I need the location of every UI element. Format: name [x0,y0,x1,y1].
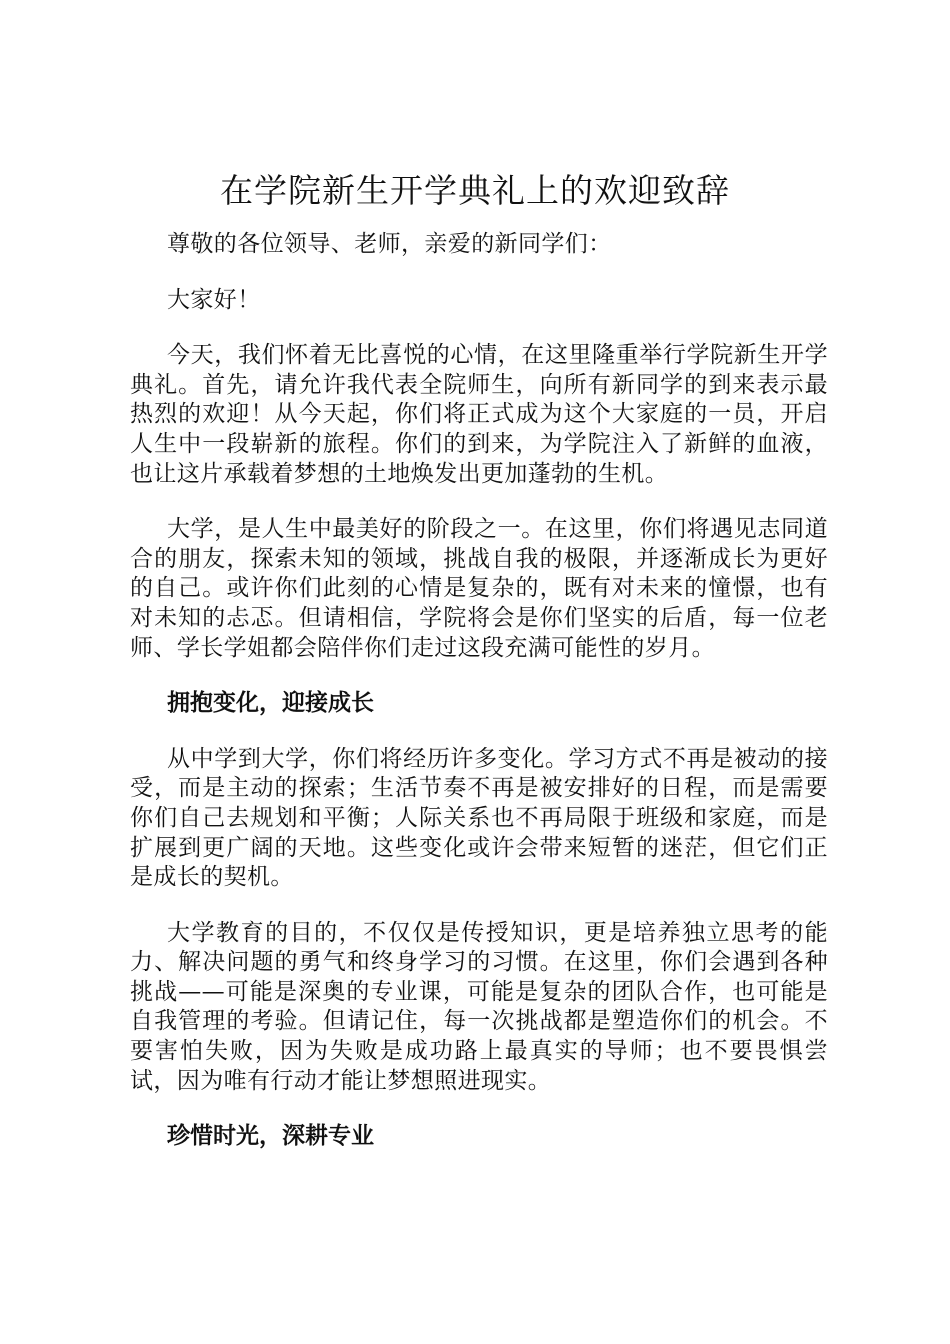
salutation: 尊敬的各位领导、老师，亲爱的新同学们： [167,231,612,257]
greeting: 大家好！ [167,286,261,313]
paragraph-section1-1: 从中学到大学，你们将经历许多变化。学习方式不再是被动的接受，而是主动的探索；生活节奏不再是被安排好的日程，而是需要你们自己去规划和平衡；人际关系也不再局限于班级和家庭，而是扩展到更广阔的天地。这些变化或许会带来短暂的迷茫，但它们正是成长的契机。 [130,745,828,891]
paragraph-intro-1: 今天，我们怀着无比喜悦的心情，在这里隆重举行学院新生开学典礼。首先，请允许我代表全院师生，向所有新同学的到来表示最热烈的欢迎！从今天起，你们将正式成为这个大家庭的一员，开启人生中一段崭新的旅程。你们的到来，为学院注入了新鲜的血液，也让这片承载着梦想的土地焕发出更加蓬勃的生机。 [130,342,828,487]
document-title: 在学院新生开学典礼上的欢迎致辞 [220,171,730,210]
section-heading-cherish-time: 珍惜时光，深耕专业 [167,1123,374,1150]
document-body [130,230,828,1178]
paragraph-intro-2: 大学，是人生中最美好的阶段之一。在这里，你们将遇见志同道合的朋友，探索未知的领域，挑战自我的极限，并逐渐成长为更好的自己。或许你们此刻的心情是复杂的，既有对未来的憧憬，也有对未知的忐忑。但请相信，学院将会是你们坚实的后盾，每一位老师、学长学姐都会陪伴你们走过这段充满可能性的岁月。 [130,516,828,661]
paragraph-section1-2: 大学教育的目的，不仅仅是传授知识，更是培养独立思考的能力、解决问题的勇气和终身学习的习惯。在这里，你们会遇到各种挑战——可能是深奥的专业课，可能是复杂的团队合作，也可能是自我管理的考验。但请记住，每一次挑战都是塑造你们的机会。不要害怕失败，因为失败是成功路上最真实的导师；也不要畏惧尝试，因为唯有行动才能让梦想照进现实。 [130,919,828,1094]
section-heading-embrace-change: 拥抱变化，迎接成长 [167,690,374,717]
